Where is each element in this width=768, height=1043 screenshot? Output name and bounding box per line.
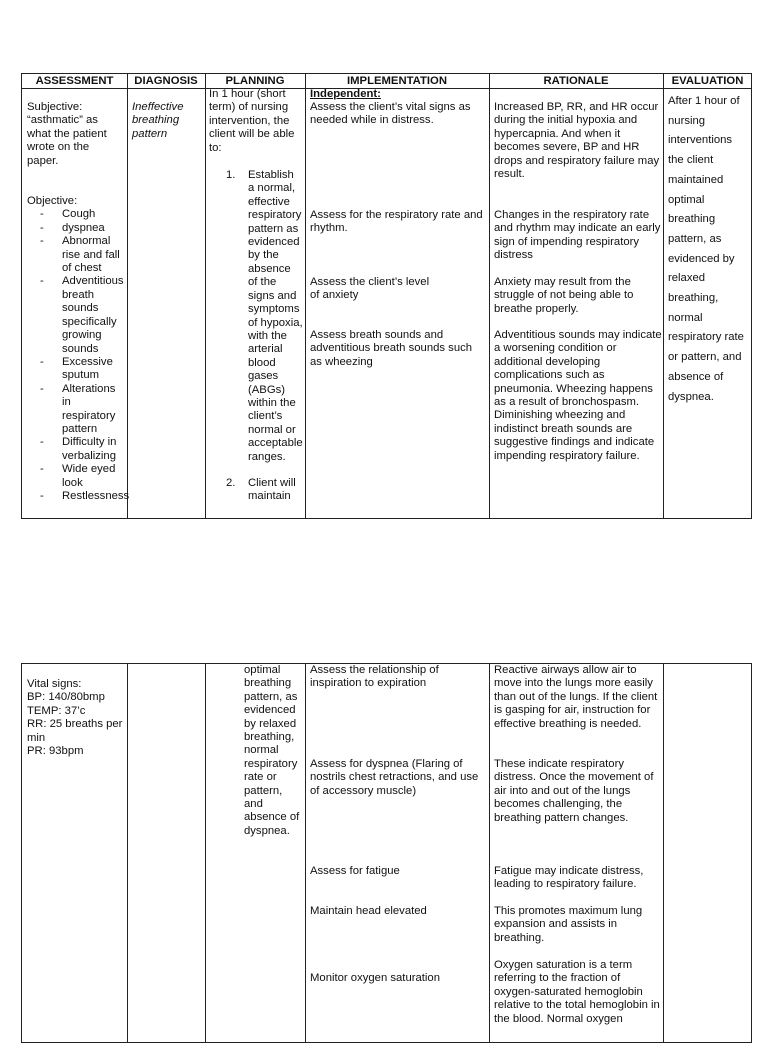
header-implementation: IMPLEMENTATION [347,75,447,87]
planning-cell [209,88,303,504]
implementation-item: Assess the relationship of inspiration to expiration [310,664,439,690]
column-divider [205,74,206,518]
subjective-text: Subjective: “asthmatic” as what the patient wrote on the paper. [27,101,107,167]
evaluation-text: After 1 hour of nursing interventions the client maintained optimal breathing pattern, as evidenced by relaxed breathing, normal respiratory rate or pattern, and absence of dyspnea. [668,95,744,403]
rationale-item: This promotes maximum lung expansion and assists in breathing. [494,905,643,944]
implementation-item: Maintain head elevated [310,905,427,917]
assessment-cell [27,101,130,503]
column-divider [205,664,206,1042]
care-plan-table-page1 [21,73,752,519]
column-divider [663,74,664,518]
header-planning: PLANNING [225,75,285,87]
list-item: - Restlessness [27,490,123,503]
implementation-item: Assess the client’s level of anxiety [310,276,430,302]
planning-intro: In 1 hour (short term) of nursing intervention, the client will be able to: [209,88,295,154]
item-number: 2. [226,476,236,489]
header-diagnosis: DIAGNOSIS [134,75,198,87]
implementation-item: Monitor oxygen saturation [310,972,440,984]
column-divider [305,74,306,518]
planning-continuation: optimal breathing pattern, as evidenced by relaxed breathing, normal respiratory rate or pattern, and absence of dyspnea. [244,664,300,837]
rationale-item: Oxygen saturation is a term referring to the fraction of oxygen-saturated hemoglobin relative to the total hemoglobin in the blood. Normal oxygen [494,959,660,1025]
implementation-cell [310,88,486,518]
rationale-item: Adventitious sounds may indicate a worsening condition or additional developing complications such as pneumonia. Wheezing happens as a result of bronchospasm. Diminishing wheezing and indistinct breath sounds are suggestive findings and indicate impending respiratory failure. [494,329,662,462]
vital-signs-title: Vital signs: [27,678,82,690]
implementation-item: Assess for dyspnea (Flaring of nostrils chest retractions, and use of accessory muscle) [310,758,479,797]
list-item: - Difficulty in verbalizing [27,436,123,463]
implementation-item: Assess for the respiratory rate and rhythm. [310,209,483,235]
column-divider [127,664,128,1042]
implementation-item: Assess the client’s vital signs as needed while in distress. [310,101,471,127]
list-item: - dyspnea [27,222,123,235]
column-divider [663,664,664,1042]
list-item: - Excessive sputum [27,356,123,383]
objective-list [27,208,130,503]
column-divider [305,664,306,1042]
list-item: - Cough [27,208,123,221]
planning-item-1 [209,169,303,464]
implementation-item: Assess for fatigue [310,865,400,877]
independent-heading: Independent: [310,88,381,100]
objective-title: Objective: [27,195,78,208]
vital-signs-cell [27,678,123,758]
item-number: 1. [226,169,236,182]
rationale-item: Increased BP, RR, and HR occur during the initial hypoxia and hypercapnia. And when it becomes severe, BP and HR drops and respiratory failure may result. [494,101,660,181]
column-divider [489,664,490,1042]
header-evaluation: EVALUATION [671,75,744,87]
rationale-item: Fatigue may indicate distress, leading to respiratory failure. [494,865,644,891]
column-divider [489,74,490,518]
blood-pressure: BP: 140/80bmp [27,691,105,704]
care-plan-table-page2 [21,663,752,1043]
planning-item-text: Establish a normal, effective respiratory pattern as evidenced by the absence of the signs and symptoms of hypoxia, with the arterial blood gases (ABGs) within the client’s normal or acceptable ranges. [248,169,303,463]
list-item: - Wide eyed look [27,463,123,490]
header-rationale: RATIONALE [543,75,609,87]
rationale-item: Anxiety may result from the struggle of not being able to breathe properly. [494,276,634,315]
rationale-item: Changes in the respiratory rate and rhythm may indicate an early sign of impending respiratory distress [494,209,661,262]
planning-item-text: Client will maintain [248,476,296,503]
rationale-item: These indicate respiratory distress. Once the movement of air into and out of the lungs becomes challenging, the breathing pattern changes. [494,758,654,824]
temperature: TEMP: 37’c [27,704,86,717]
pulse-rate: PR: 93bpm [27,745,84,758]
header-assessment: ASSESSMENT [35,75,114,87]
list-item: - Alterations in respiratory pattern [27,383,123,437]
diagnosis-text: Ineffective breathing pattern [132,101,184,140]
rationale-cell [494,101,662,501]
implementation-cell [310,664,486,1042]
respiratory-rate: RR: 25 breaths per min [27,718,123,744]
list-item: - Abnormal rise and fall of chest [27,235,123,275]
implementation-item: Assess breath sounds and adventitious breath sounds such as wheezing [310,329,473,368]
list-item: - Adventitious breath sounds specifically growing sounds [27,275,123,355]
rationale-item: Reactive airways allow air to move into the lungs more easily than out of the lungs. If the client is gasping for air, instruction for effective breathing is needed. [494,664,658,730]
planning-item-2 [209,477,303,504]
column-divider [127,74,128,518]
rationale-cell [494,664,662,1042]
